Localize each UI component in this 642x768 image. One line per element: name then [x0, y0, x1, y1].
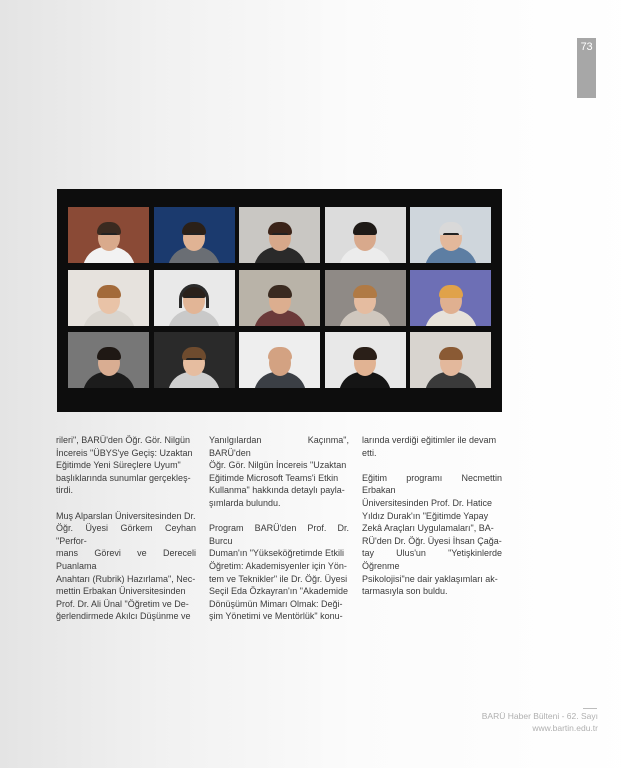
participant-tile — [154, 270, 235, 326]
glasses-icon — [272, 233, 288, 239]
participant-tile — [68, 207, 149, 263]
text-column-3 — [362, 434, 502, 610]
text-column-2 — [209, 434, 349, 636]
participant-hair — [268, 347, 292, 360]
participant-hair — [97, 285, 121, 298]
footer-rule — [583, 708, 597, 709]
paragraph: rileri", BARÜ'den Öğr. Gör. Nilgün İncereis "ÜBYS'ye Geçiş: Uzaktan Eğitimde Yeni Süreçlere Uyum" başlıklarında sunumlar gerçekleş- tirdi. — [56, 435, 193, 496]
participant-hair — [439, 347, 463, 360]
page-number: 73 — [580, 41, 593, 53]
participant-hair — [353, 222, 377, 235]
text-column-1 — [56, 434, 196, 636]
paragraph: Eğitim programı Necmettin Erbakan Üniversitesinden Prof. Dr. Hatice Yıldız Durak'ın "Eğitimde Yapay Zekâ Araçları Uygulamaları", BA- RÜ'den Dr. Öğr. Üyesi İhsan Çağa- tay Ulus'un "Yetişkinlerde Öğrenme Psikolojisi"ne dair yaklaşımları ak- tarmasıyla son buldu. — [362, 472, 502, 597]
participant-hair — [439, 285, 463, 298]
video-conference-photo — [57, 189, 502, 412]
glasses-icon — [186, 233, 202, 239]
page-number-tab — [577, 38, 596, 98]
participant-tile — [239, 270, 320, 326]
participant-tile — [239, 332, 320, 388]
participant-tile — [410, 207, 491, 263]
footer-website-link[interactable]: www.bartin.edu.tr — [532, 723, 598, 733]
paragraph: Muş Alparslan Üniversitesinden Dr. Öğr. Üyesi Görkem Ceyhan "Perfor- mans Görevi ve Dereceli Puanlama Anahtarı (Rubrik) Hazırlama", Nec- mettin Erbakan Üniversitesinden Prof. Dr. Ali Ünal "Öğretim ve De- ğerlendirmede Akılcı Düşünme ve — [56, 510, 196, 622]
footer-publication: BARÜ Haber Bülteni - 62. Sayı — [481, 711, 598, 721]
participant-tile — [325, 207, 406, 263]
glasses-icon — [186, 358, 202, 364]
participant-hair — [353, 347, 377, 360]
participant-tile — [410, 332, 491, 388]
participant-tile — [68, 270, 149, 326]
paragraph: larında verdiği eğitimler ile devam etti. — [362, 435, 497, 458]
participant-hair — [97, 347, 121, 360]
participant-tile — [325, 332, 406, 388]
paragraph: Program BARÜ'den Prof. Dr. Burcu Duman'ın "Yükseköğretimde Etkili Öğretim: Akademisyenler için Yön- tem ve Teknikler" ile Dr. Öğr. Üyesi Seçil Eda Özkayran'ın "Akademide Dönüşümün Mimarı Olmak: Deği- şim Yönetimi ve Mentörlük" konu- — [209, 523, 349, 622]
glasses-icon — [443, 233, 459, 239]
glasses-icon — [101, 233, 117, 239]
participant-hair — [268, 285, 292, 298]
participant-tile — [154, 207, 235, 263]
participant-tile — [154, 332, 235, 388]
participant-tile — [410, 270, 491, 326]
participant-tile — [239, 207, 320, 263]
paragraph: Yanılgılardan Kaçınma", BARÜ'den Öğr. Gör. Nilgün İncereis "Uzaktan Eğitimde Microsoft Teams'i Etkin Kullanma" hakkında detaylı payla- şımlarda bulundu. — [209, 435, 349, 508]
participant-tile — [325, 270, 406, 326]
participant-tile — [68, 332, 149, 388]
